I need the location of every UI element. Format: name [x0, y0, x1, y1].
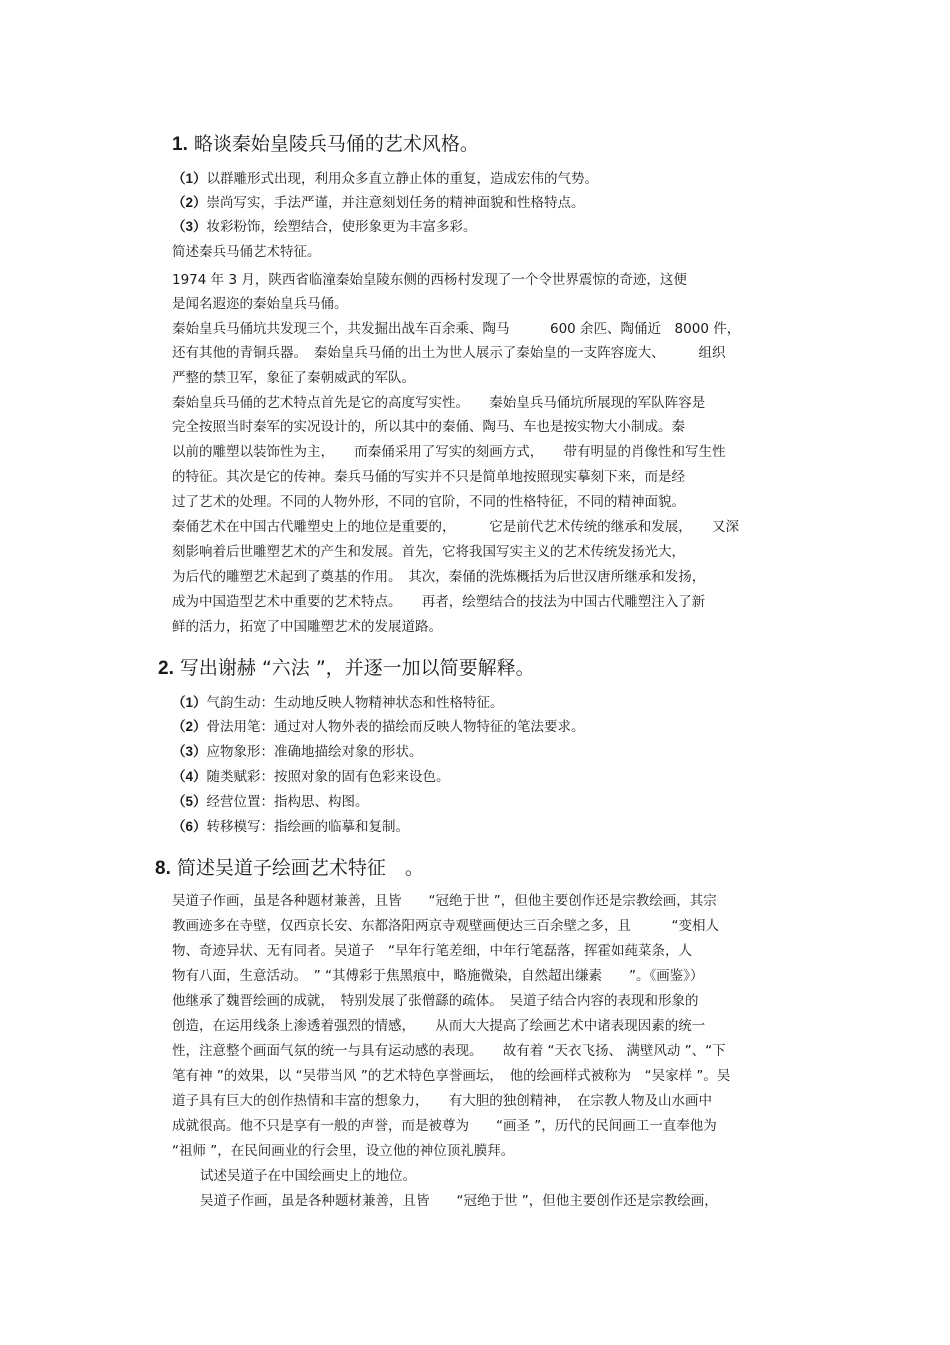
heading-2-title: 写出谢赫 “六法 ”，并逐一加以简要解释。 [179, 657, 535, 679]
heading-2-number: 2. [158, 658, 174, 679]
list-item: （4）随类赋彩：按照对象的固有色彩来设色。 [172, 769, 450, 785]
list-item: （2）骨法用笔：通过对人物外表的描绘而反映人物特征的笔法要求。 [172, 719, 585, 735]
paragraph-line: 笔有神 ”的效果，以 “吴带当风 ”的艺术特色享誉画坛， 他的绘画样式被称为 “吴家样 ”。吴 [172, 1068, 731, 1084]
paragraph-line: 他继承了魏晋绘画的成就， 特别发展了张僧繇的疏体。 吴道子结合内容的表现和形象的 [172, 993, 699, 1009]
paragraph-line: 成就很高。他不只是享有一般的声誉，而是被尊为 “画圣 ”，历代的民间画工一直奉他为 [172, 1118, 717, 1134]
list-item: （3）妆彩粉饰，绘塑结合，使形象更为丰富多彩。 [172, 219, 477, 235]
list-item: （1）气韵生动：生动地反映人物精神状态和性格特征。 [172, 695, 504, 711]
question-text: 试述吴道子在中国绘画史上的地位。 [200, 1168, 416, 1184]
heading-1 [172, 132, 479, 157]
paragraph-line: 道子具有巨大的创作热情和丰富的想象力， 有大胆的独创精神， 在宗教人物及山水画中 [172, 1093, 712, 1109]
list-item: （6）转移模写：指绘画的临摹和复制。 [172, 819, 410, 835]
paragraph-line: 成为中国造型艺术中重要的艺术特点。 再者，绘塑结合的技法为中国古代雕塑注入了新 [172, 594, 706, 610]
paragraph-line: 创造，在运用线条上渗透着强烈的情感， 从而大大提高了绘画艺术中诸表现因素的统一 [172, 1018, 706, 1034]
question-text: 简述秦兵马俑艺术特征。 [172, 244, 321, 260]
paragraph-line: 以前的雕塑以装饰性为主， 而秦俑采用了写实的刻画方式， 带有明显的肖像性和写生性 [172, 444, 726, 460]
paragraph-line: 为后代的雕塑艺术起到了奠基的作用。 其次，秦俑的洗炼概括为后世汉唐所继承和发扬， [172, 569, 706, 585]
paragraph-line: 性，注意整个画面气氛的统一与具有运动感的表现。 故有着 “天衣飞扬、 满壁风动 ”、“下 [172, 1043, 726, 1059]
paragraph-line: 秦俑艺术在中国古代雕塑史上的地位是重要的， 它是前代艺术传统的继承和发展， 又深 [172, 519, 739, 535]
list-item: （2）崇尚写实，手法严谨，并注意刻划任务的精神面貌和性格特点。 [172, 195, 585, 211]
paragraph-line: 严整的禁卫军，象征了秦朝威武的军队。 [172, 370, 415, 386]
paragraph-line: 吴道子作画，虽是各种题材兼善，且皆 “冠绝于世 ”，但他主要创作还是宗教绘画，其宗 [172, 893, 717, 909]
paragraph-line: 教画迹多在寺壁，仅西京长安、东都洛阳两京寺观壁画便达三百余壁之多，且 “变相人 [172, 918, 719, 934]
paragraph-line: 鲜的活力，拓宽了中国雕塑艺术的发展道路。 [172, 619, 442, 635]
paragraph-line: 的特征。其次是它的传神。秦兵马俑的写实并不只是简单地按照现实摹刻下来，而是经 [172, 469, 685, 485]
paragraph-line: 刻影响着后世雕塑艺术的产生和发展。首先，它将我国写实主义的艺术传统发扬光大， [172, 544, 685, 560]
paragraph-line: 是闻名遐迩的秦始皇兵马俑。 [172, 296, 348, 312]
heading-1-number: 1. [172, 134, 188, 155]
heading-1-title: 略谈秦始皇陵兵马俑的艺术风格。 [193, 133, 479, 155]
heading-2 [158, 656, 535, 681]
paragraph-line: 完全按照当时秦军的实况设计的，所以其中的秦俑、陶马、车也是按实物大小制成。秦 [172, 419, 685, 435]
paragraph-line: 吴道子作画，虽是各种题材兼善，且皆 “冠绝于世 ”，但他主要创作还是宗教绘画， [200, 1193, 718, 1209]
paragraph-line: 过了艺术的处理。不同的人物外形，不同的官阶，不同的性格特征，不同的精神面貌。 [172, 494, 685, 510]
paragraph-line: “祖师 ”，在民间画业的行会里，设立他的神位顶礼膜拜。 [172, 1143, 515, 1159]
paragraph-line: 秦始皇兵马俑坑共发现三个，共发掘出战车百余乘、陶马 600 余匹、陶俑近 8000 件， [172, 321, 741, 337]
heading-8-title: 简述吴道子绘画艺术特征 。 [176, 857, 424, 879]
paragraph-line: 物有八面，生意活动。 ” “其傅彩于焦黑痕中，略施微染，自然超出缣素 ”。《画鉴》） [172, 968, 704, 984]
paragraph-line: 还有其他的青铜兵器。 秦始皇兵马俑的出土为世人展示了秦始皇的一支阵容庞大、 组织 [172, 345, 726, 361]
paragraph-line: 物、奇迹异状、无有同者。吴道子 “早年行笔差细，中年行笔磊落，挥霍如莼菜条，人 [172, 943, 692, 959]
list-item: （1）以群雕形式出现，利用众多直立静止体的重复，造成宏伟的气势。 [172, 171, 599, 187]
heading-8 [155, 856, 424, 881]
list-item: （3）应物象形：准确地描绘对象的形状。 [172, 744, 423, 760]
heading-8-number: 8. [155, 858, 171, 879]
paragraph-line: 秦始皇兵马俑的艺术特点首先是它的高度写实性。 秦始皇兵马俑坑所展现的军队阵容是 [172, 395, 706, 411]
paragraph-line: 1974 年 3 月，陕西省临潼秦始皇陵东侧的西杨村发现了一个令世界震惊的奇迹，这便 [172, 272, 687, 288]
list-item: （5）经营位置：指构思、构图。 [172, 794, 369, 810]
